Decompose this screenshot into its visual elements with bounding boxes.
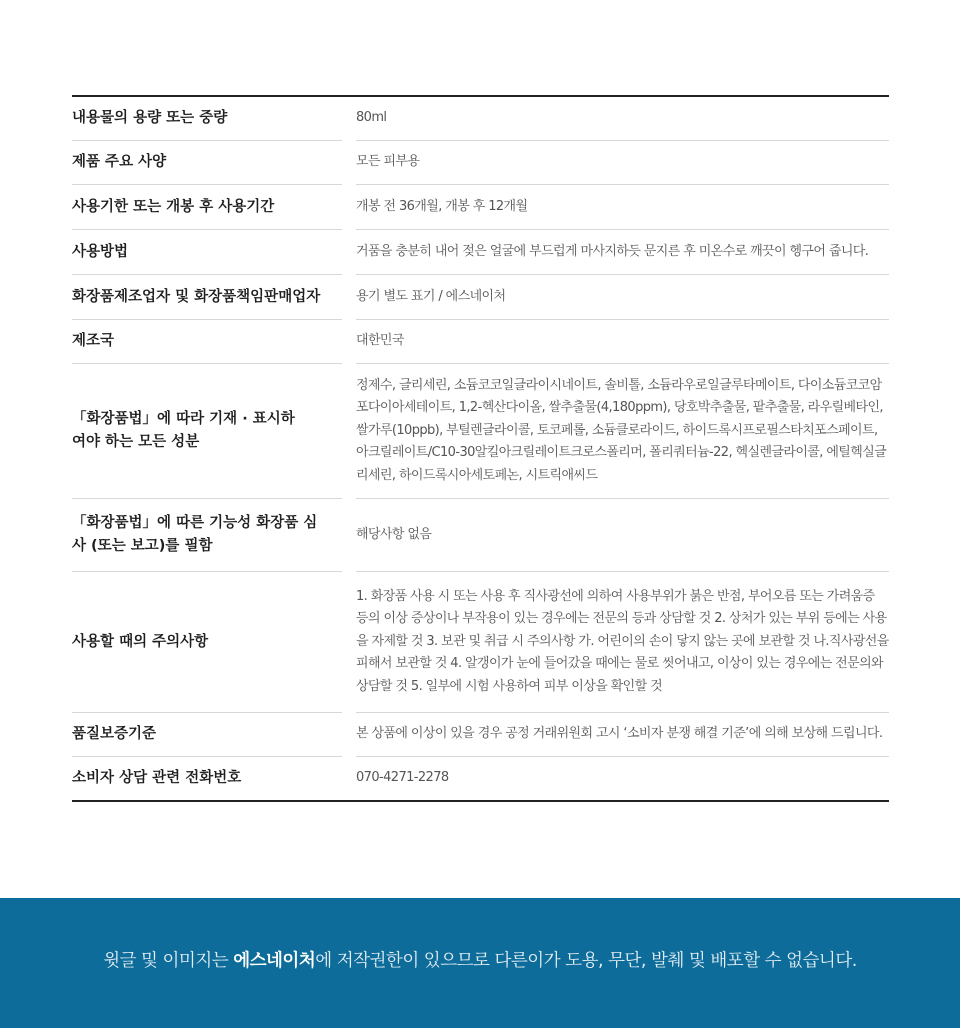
row-label: 화장품제조업자 및 화장품책임판매업자 [72, 275, 342, 320]
row-value: 대한민국 [356, 320, 889, 364]
copyright-text-before: 윗글 및 이미지는 [103, 950, 234, 971]
copyright-notice [103, 947, 857, 972]
row-label: 사용기한 또는 개봉 후 사용기간 [72, 185, 342, 230]
table-row [72, 185, 889, 230]
row-value: 모든 피부용 [356, 141, 889, 185]
table-row [72, 364, 889, 499]
row-label: 사용방법 [72, 230, 342, 275]
row-label: 제조국 [72, 320, 342, 364]
row-value: 본 상품에 이상이 있을 경우 공정 거래위원회 고시 ‘소비자 분쟁 해결 기준’에 의해 보상해 드립니다. [356, 713, 889, 757]
row-value: 070-4271-2278 [356, 770, 449, 786]
row-label: 품질보증기준 [72, 713, 342, 757]
table-row [72, 141, 889, 185]
row-value: 정제수, 글리세린, 소듐코코일글라이시네이트, 솔비톨, 소듐라우로일글루타메이트, 다이소듐코코암포다이아세테이트, 1,2-헥산다이올, 쌀추출물(4,180ppm), 당호박추출물, 팥추출물, 라우릴베타인, 쌀가루(10ppb), 부틸렌글라이콜, 토코페롤, 소듐클로라이드, 하이드록시프로필스타치포스페이트, 아크릴레이트/C10-30알킬아크릴레이트크로스폴리머, 폴리쿼터늄-22, 헥실렌글라이콜, 에틸헥실글리세린, 하이드록시아세토페논, 시트릭애씨드 [356, 364, 889, 499]
row-label: 「화장품법」에 따른 기능성 화장품 심사 (또는 보고)를 필함 [72, 499, 342, 572]
copyright-footer [0, 898, 960, 1028]
row-label: 소비자 상담 관련 전화번호 [72, 770, 242, 786]
table-row [72, 499, 889, 572]
row-label: 사용할 때의 주의사항 [72, 572, 342, 713]
row-value: 개봉 전 36개월, 개봉 후 12개월 [356, 185, 889, 230]
table-row [72, 230, 889, 275]
brand-name: 에스네이처 [233, 950, 316, 971]
table-row [72, 97, 889, 141]
row-value: 80ml [356, 97, 889, 141]
row-value: 용기 별도 표기 / 에스네이처 [356, 275, 889, 320]
copyright-text-after: 에 저작권한이 있으므로 다른이가 도용, 무단, 발췌 및 배포할 수 없습니다. [315, 950, 857, 971]
table-row [72, 572, 889, 713]
row-label: 내용물의 용량 또는 중량 [72, 97, 342, 141]
table-row [72, 320, 889, 364]
row-label: 「화장품법」에 따라 기재 · 표시하여야 하는 모든 성분 [72, 364, 342, 499]
row-label: 제품 주요 사양 [72, 141, 342, 185]
table-row [72, 757, 889, 800]
row-value: 1. 화장품 사용 시 또는 사용 후 직사광선에 의하여 사용부위가 붉은 반점, 부어오름 또는 가려움증 등의 이상 증상이나 부작용이 있는 경우에는 전문의 등과 상담할 것 2. 상처가 있는 부위 등에는 사용을 자제할 것 3. 보관 및 취급 시 주의사항 가. 어린이의 손이 닿지 않는 곳에 보관할 것 나.직사광선을 피해서 보관할 것 4. 알갱이가 눈에 들어갔을 때에는 물로 씻어내고, 이상이 있는 경우에는 전문의와 상담할 것 5. 일부에 시험 사용하여 피부 이상을 확인할 것 [356, 572, 889, 713]
row-value: 해당사항 없음 [356, 499, 889, 572]
row-value: 거품을 충분히 내어 젖은 얼굴에 부드럽게 마사지하듯 문지른 후 미온수로 깨끗이 헹구어 줍니다. [356, 230, 889, 275]
table-row [72, 275, 889, 320]
product-info-table [72, 95, 889, 802]
table-row [72, 713, 889, 757]
